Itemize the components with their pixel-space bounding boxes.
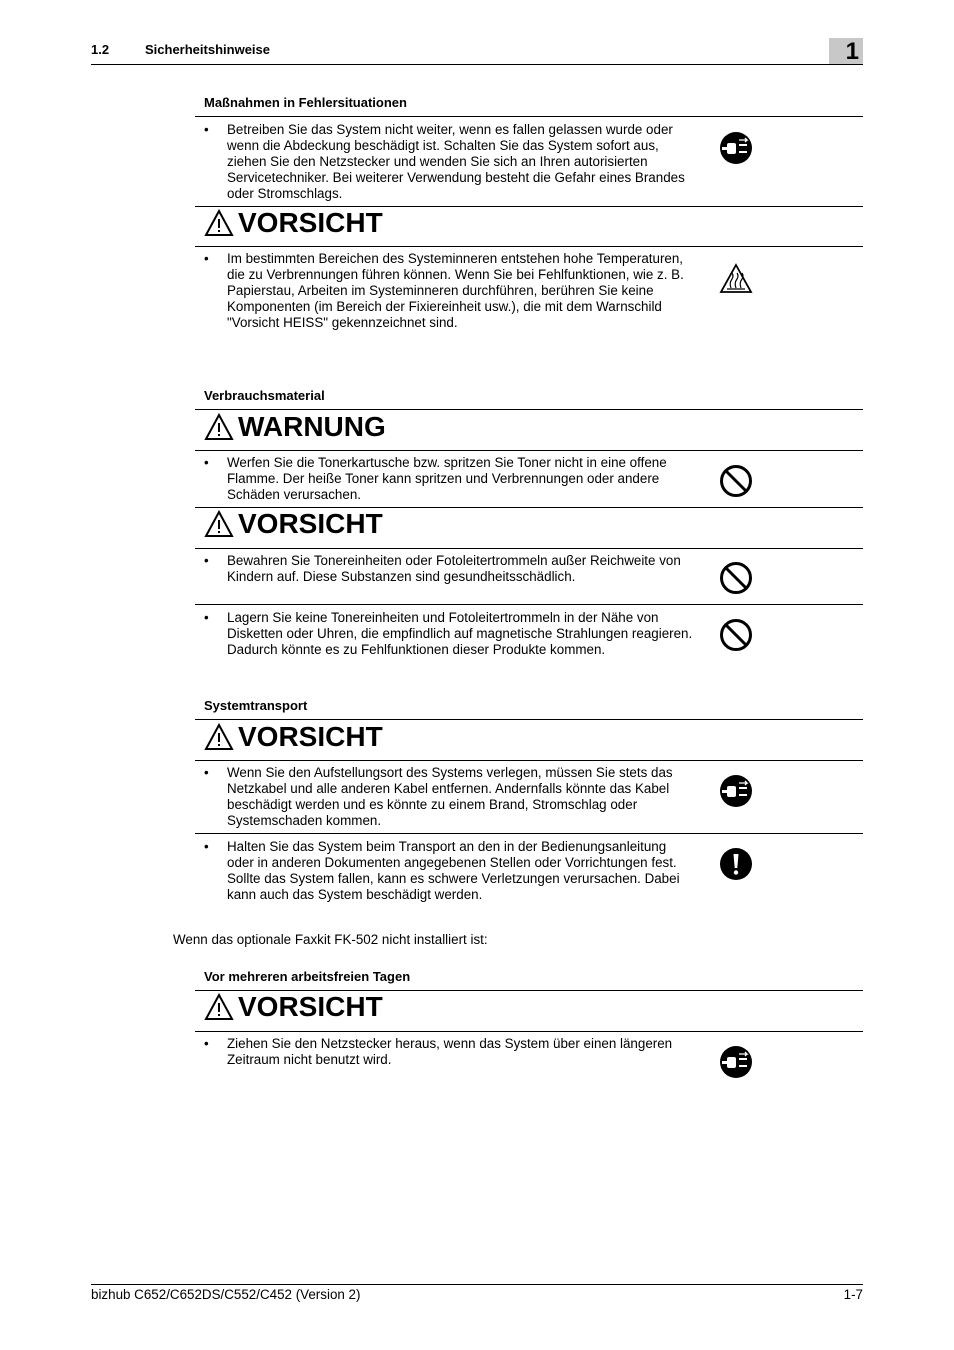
item-text: Halten Sie das System beim Transport an den in der Bedienungsanleitung oder in anderen Dokumenten angegebenen Stellen oder Vorrichtungen fest. Sollte das System fallen, kann es schwere Verletzungen verursachen. Dabei kann auch das System beschädigt werden.	[227, 839, 680, 902]
bullet: •	[204, 610, 209, 625]
item-text: Werfen Sie die Tonerkartusche bzw. spritzen Sie Toner nicht in eine offene Flamme. Der heiße Toner kann spritzen und Verbrennungen oder andere Schäden verursachen.	[227, 455, 667, 502]
prohibited-icon	[719, 618, 753, 652]
item-text: Bewahren Sie Tonereinheiten oder Fotoleitertrommeln außer Reichweite von Kindern auf. Diese Substanzen sind gesundheitsschädlich.	[227, 553, 681, 584]
banner-label: VORSICHT	[238, 721, 383, 752]
warning-triangle-icon	[204, 209, 234, 237]
banner-label: VORSICHT	[238, 508, 383, 539]
banner-label: VORSICHT	[238, 991, 383, 1022]
bullet: •	[204, 1036, 209, 1051]
list-item	[204, 251, 704, 331]
warning-triangle-icon	[204, 510, 234, 538]
rule	[195, 833, 863, 834]
list-item	[204, 455, 704, 503]
header-section-title: Sicherheitshinweise	[145, 42, 270, 57]
list-item	[204, 553, 704, 585]
item-text: Betreiben Sie das System nicht weiter, wenn es fallen gelassen wurde oder wenn die Abdeckung beschädigt ist. Schalten Sie das System sofort aus, ziehen Sie den Netzstecker und wenden Sie sich an Ihren autorisierten Servicetechniker. Bei weiterer Verwendung besteht die Gefahr eines Brandes oder Stromschlags.	[227, 122, 685, 201]
item-text: Lagern Sie keine Tonereinheiten und Fotoleitertrommeln in der Nähe von Disketten oder Uhren, die empfindlich auf magnetische Strahlungen reagieren. Dadurch könnte es zu Fehlfunktionen dieser Produkte kommen.	[227, 610, 693, 657]
exclamation-icon	[719, 847, 753, 881]
caution-banner	[204, 508, 383, 540]
warning-banner	[204, 411, 386, 443]
unplug-icon	[719, 774, 753, 808]
rule	[195, 1031, 863, 1032]
caution-banner	[204, 207, 383, 239]
warning-triangle-icon	[204, 993, 234, 1021]
bullet: •	[204, 251, 209, 266]
list-item	[204, 122, 704, 202]
unplug-icon	[719, 1045, 753, 1079]
heading-transport: Systemtransport	[204, 698, 308, 713]
unplug-icon	[719, 131, 753, 165]
rule	[195, 450, 863, 451]
item-text: Ziehen Sie den Netzstecker heraus, wenn das System über einen längeren Zeitraum nicht benutzt wird.	[227, 1036, 673, 1067]
chapter-number: 1	[845, 38, 859, 65]
prohibited-icon	[719, 464, 753, 498]
warning-triangle-icon	[204, 413, 234, 441]
rule	[195, 719, 863, 720]
list-item	[204, 1036, 704, 1068]
item-text: Im bestimmten Bereichen des Systeminneren entstehen hohe Temperaturen, die zu Verbrennungen führen können. Wenn Sie bei Fehlfunktionen, wie z. B. Papierstau, Arbeiten im Systeminneren durchführen, berühren Sie keine Komponenten (im Bereich der Fixiereinheit usw.), die mit dem Warnschild "Vorsicht HEISS" gekennzeichnet sind.	[227, 251, 684, 330]
header-rule	[91, 64, 863, 65]
heading-tage: Vor mehreren arbeitsfreien Tagen	[204, 969, 411, 984]
rule	[195, 548, 863, 549]
chapter-marker	[829, 38, 863, 64]
hot-surface-icon	[719, 262, 753, 296]
caution-banner	[204, 991, 383, 1023]
bullet: •	[204, 122, 209, 137]
bullet: •	[204, 765, 209, 780]
bullet: •	[204, 553, 209, 568]
heading-fehler: Maßnahmen in Fehlersituationen	[204, 95, 407, 110]
list-item	[204, 839, 704, 903]
header-section-number: 1.2	[91, 42, 110, 57]
footer-model: bizhub C652/C652DS/C552/C452 (Version 2)	[91, 1287, 361, 1302]
prohibited-icon	[719, 561, 753, 595]
warning-triangle-icon	[204, 723, 234, 751]
heading-verbrauch: Verbrauchsmaterial	[204, 388, 325, 403]
banner-label: VORSICHT	[238, 207, 383, 238]
footer-page-number: 1-7	[843, 1287, 863, 1302]
fax-note: Wenn das optionale Faxkit FK-502 nicht installiert ist:	[173, 932, 488, 947]
rule	[195, 246, 863, 247]
bullet: •	[204, 839, 209, 854]
rule	[195, 604, 863, 605]
rule	[195, 760, 863, 761]
rule	[195, 116, 863, 117]
banner-label: WARNUNG	[238, 411, 386, 442]
list-item	[204, 765, 704, 829]
footer-rule	[91, 1284, 863, 1285]
list-item	[204, 610, 704, 658]
bullet: •	[204, 455, 209, 470]
caution-banner	[204, 721, 383, 753]
item-text: Wenn Sie den Aufstellungsort des Systems verlegen, müssen Sie stets das Netzkabel und alle anderen Kabel entfernen. Andernfalls könnte das Kabel beschädigt werden und es könnte zu einem Brand, Stromschlag oder Systemschaden kommen.	[227, 765, 673, 828]
rule	[195, 409, 863, 410]
